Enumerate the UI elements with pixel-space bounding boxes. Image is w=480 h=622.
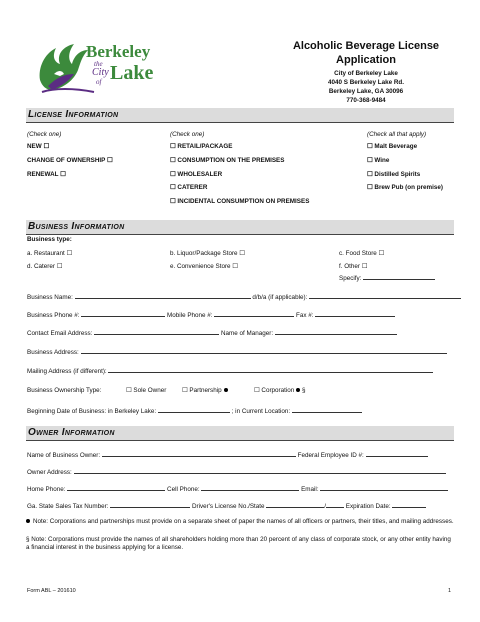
business-address-row	[27, 347, 447, 357]
cell-phone-field[interactable]	[201, 484, 299, 491]
fein-label: Federal Employee ID #:	[297, 452, 364, 459]
page-number: 1	[448, 588, 452, 594]
form-title-line1: Alcoholic Beverage License	[292, 40, 440, 52]
checkbox-malt-beverage[interactable]: ☐ Malt Beverage	[367, 143, 418, 150]
specify-label: Specify:	[339, 275, 362, 282]
checkbox-liquor-package-store[interactable]: b. Liquor/Package Store ☐	[170, 250, 245, 257]
email-manager-row	[27, 328, 397, 338]
corporation-label: ☐ Corporation	[254, 387, 295, 394]
business-name-row	[27, 292, 461, 302]
checkbox-restaurant[interactable]: a. Restaurant ☐	[27, 250, 73, 257]
checkbox-convenience-store[interactable]: e. Convenience Store ☐	[170, 263, 238, 270]
sales-tax-label: Ga. State Sales Tax Number:	[27, 503, 109, 510]
drivers-license-field[interactable]	[266, 501, 327, 510]
owner-section-header	[26, 426, 454, 441]
license-state-field[interactable]	[326, 501, 344, 508]
bullet-icon	[26, 519, 30, 523]
checkbox-food-store[interactable]: c. Food Store ☐	[339, 250, 385, 257]
phone-row	[27, 310, 395, 320]
mobile-phone-label: Mobile Phone #:	[167, 312, 213, 319]
checkbox-change-of-ownership[interactable]: CHANGE OF OWNERSHIP ☐	[27, 157, 113, 164]
ownership-type-label: Business Ownership Type:	[27, 387, 102, 394]
manager-field[interactable]	[275, 328, 397, 335]
business-phone-label: Business Phone #:	[27, 312, 80, 319]
owner-email-label: Email:	[301, 486, 319, 493]
owner-email-field[interactable]	[320, 484, 448, 491]
business-address-label: Business Address:	[27, 349, 79, 356]
header-address2: Berkeley Lake, GA 30096	[328, 88, 404, 95]
checkbox-renewal[interactable]: RENEWAL ☐	[27, 171, 66, 178]
col3-heading: (Check all that apply)	[367, 131, 427, 138]
checkbox-incidental-consumption[interactable]: ☐ INCIDENTAL CONSUMPTION ON PREMISES	[170, 198, 310, 205]
business-phone-field[interactable]	[81, 310, 165, 317]
business-section-header	[26, 220, 454, 235]
berkeley-lake-logo	[34, 40, 174, 98]
logo-city: City	[92, 67, 109, 78]
specify-row	[339, 273, 435, 283]
owner-name-label: Name of Business Owner:	[27, 452, 101, 459]
sales-tax-field[interactable]	[110, 501, 190, 508]
checkbox-brew-pub[interactable]: ☐ Brew Pub (on premise)	[367, 184, 443, 191]
note-corporations-partnerships	[26, 518, 456, 526]
expiration-field[interactable]	[392, 501, 426, 508]
license-section-header	[26, 108, 454, 123]
contact-email-label: Contact Email Address:	[27, 330, 93, 337]
business-name-label: Business Name:	[27, 294, 73, 301]
mailing-address-row	[27, 366, 433, 376]
bullet-icon	[224, 388, 228, 392]
home-phone-field[interactable]	[67, 484, 165, 491]
business-type-label: Business type:	[27, 236, 72, 243]
owner-address-field[interactable]	[74, 467, 446, 474]
business-address-field[interactable]	[81, 347, 447, 354]
checkbox-consumption-on-premises[interactable]: ☐ CONSUMPTION ON THE PREMISES	[170, 157, 285, 164]
license-state-slash: /	[324, 503, 327, 510]
cell-phone-label: Cell Phone:	[167, 486, 200, 493]
note-shareholders: § Note: Corporations must provide the names of all shareholders holding more than 20 percent of any class of corporate stock, or any other entity having a financial interest in the business applying for a license.	[26, 536, 451, 552]
current-location-label: ; in Current Location:	[231, 408, 291, 415]
checkbox-corporation[interactable]	[254, 387, 306, 395]
owner-section-title: Owner Information	[28, 427, 115, 438]
mobile-phone-field[interactable]	[214, 310, 294, 317]
owner-phone-row	[27, 484, 448, 494]
checkbox-retail-package[interactable]: ☐ RETAIL/PACKAGE	[170, 143, 233, 150]
expiration-label: Expiration Date:	[345, 503, 391, 510]
tax-license-row	[27, 501, 426, 511]
partnership-label: ☐ Partnership	[182, 387, 222, 394]
checkbox-other[interactable]: f. Other ☐	[339, 263, 368, 270]
checkbox-partnership[interactable]	[182, 387, 228, 395]
owner-name-field[interactable]	[102, 450, 296, 457]
begin-date-row	[27, 406, 362, 416]
checkbox-caterer-type[interactable]: d. Caterer ☐	[27, 263, 63, 270]
owner-address-row	[27, 467, 446, 477]
col1-heading: (Check one)	[27, 131, 62, 138]
header-city: City of Berkeley Lake	[334, 70, 398, 77]
fax-label: Fax #:	[296, 312, 314, 319]
checkbox-distilled-spirits[interactable]: ☐ Distilled Spirits	[367, 171, 421, 178]
note1-text: Note: Corporations and partnerships must provide on a separate sheet of paper the names of all officers or partners, their titles, and mailing addresses.	[33, 518, 454, 525]
checkbox-wholesaler[interactable]: ☐ WHOLESALER	[170, 171, 223, 178]
form-title-line2: Application	[336, 54, 396, 66]
col2-heading: (Check one)	[170, 131, 205, 138]
mailing-address-label: Mailing Address (if different):	[27, 368, 107, 375]
form-id: Form ABL – 201610	[27, 588, 76, 594]
logo-of: of	[96, 78, 102, 86]
begin-date-current-field[interactable]	[292, 406, 362, 413]
owner-address-label: Owner Address:	[27, 469, 72, 476]
dba-label: d/b/a (if applicable):	[252, 294, 308, 301]
fein-field[interactable]	[366, 450, 428, 457]
drivers-license-label: Driver's License No./State	[191, 503, 265, 510]
logo-lake: Lake	[110, 62, 154, 84]
section-mark: §	[302, 387, 306, 394]
manager-label: Name of Manager:	[220, 330, 274, 337]
checkbox-new[interactable]: NEW ☐	[27, 143, 50, 150]
bullet-icon	[296, 388, 300, 392]
begin-date-berkeley-field[interactable]	[158, 406, 230, 413]
checkbox-wine[interactable]: ☐ Wine	[367, 157, 390, 164]
business-section-title: Business Information	[28, 221, 125, 232]
header-phone: 770-368-9484	[346, 97, 386, 104]
business-name-field[interactable]	[75, 292, 251, 299]
contact-email-field[interactable]	[94, 328, 219, 335]
checkbox-sole-owner[interactable]: ☐ Sole Owner	[126, 387, 167, 394]
begin-date-label: Beginning Date of Business: in Berkeley Lake:	[27, 408, 157, 415]
home-phone-label: Home Phone:	[27, 486, 66, 493]
checkbox-caterer[interactable]: ☐ CATERER	[170, 184, 208, 191]
specify-field[interactable]	[363, 273, 435, 280]
license-section-title: License Information	[28, 109, 119, 120]
owner-name-row	[27, 450, 428, 460]
header-address1: 4040 S Berkeley Lake Rd.	[328, 79, 404, 86]
logo-berkeley: Berkeley	[86, 42, 151, 61]
logo-the: the	[94, 60, 103, 68]
fax-field[interactable]	[315, 310, 395, 317]
dba-field[interactable]	[309, 292, 461, 299]
mailing-address-field[interactable]	[108, 366, 433, 373]
